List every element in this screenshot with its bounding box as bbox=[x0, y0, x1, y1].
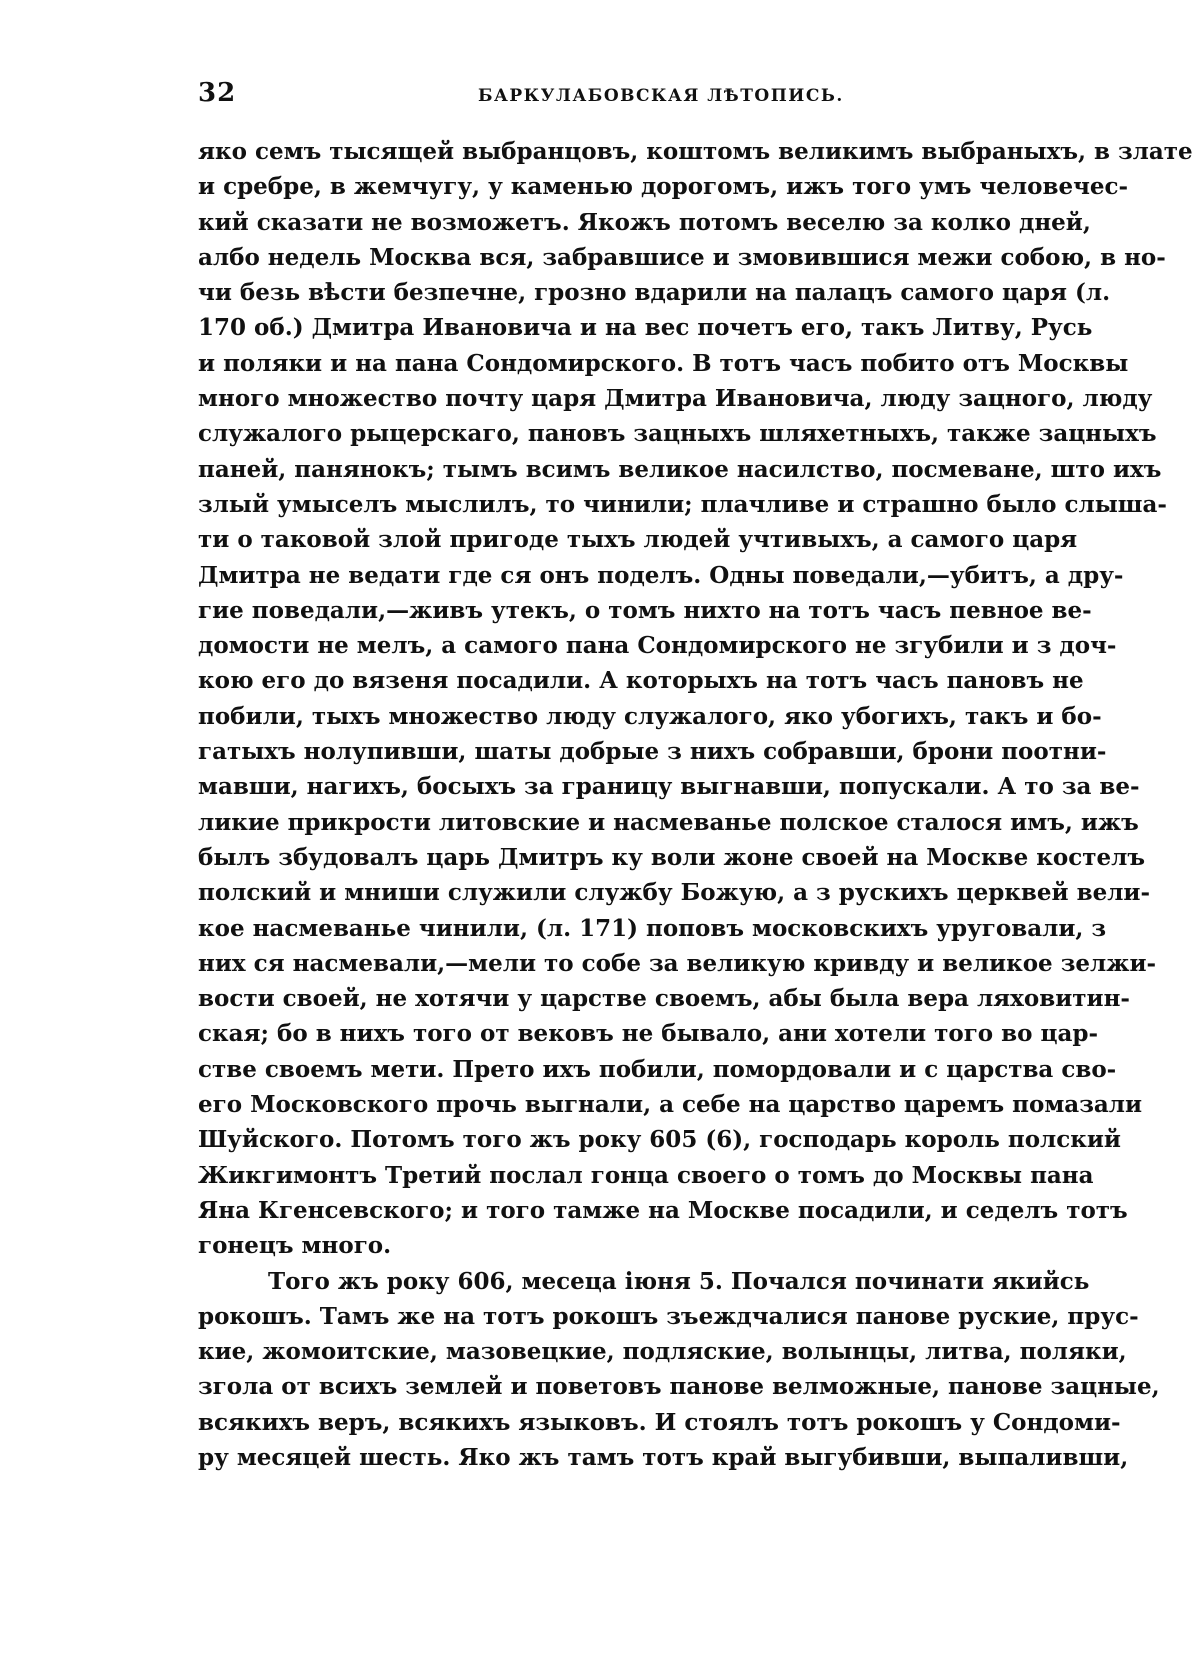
text-line: ти о таковой злой пригоде тыхъ людей учтивыхъ, а самого царя bbox=[198, 526, 1078, 554]
text-line: гие поведали,—живъ утекъ, о томъ нихто на тотъ часъ певное ве- bbox=[198, 596, 1092, 624]
text-line: кое насмеванье чинили, (л. 171) поповъ московскихъ уруговали, з bbox=[198, 914, 1107, 942]
text-line: ская; бо в нихъ того от вековъ не бывало, ани хотели того во цар- bbox=[198, 1020, 1099, 1048]
text-line: служалого рыцерскаго, пановъ зацныхъ шляхетныхъ, также зацныхъ bbox=[198, 420, 1157, 448]
text-line: паней, панянокъ; тымъ всимъ великое насилство, посмеване, што ихъ bbox=[198, 455, 1162, 483]
text-line: Дмитра не ведати где ся онъ поделъ. Одны поведали,—убитъ, а дру- bbox=[198, 561, 1124, 589]
running-title: БАРКУЛАБОВСКАЯ ЛѢТОПИСЬ. bbox=[478, 86, 844, 106]
text-line: былъ збудовалъ царь Дмитръ ку воли жоне своей на Москве костелъ bbox=[198, 843, 1145, 871]
text-line: згола от всихъ землей и поветовъ панове велможные, панове зацные, bbox=[198, 1373, 1160, 1401]
text-line: 170 об.) Дмитра Ивановича и на вес почетъ его, такъ Литву, Русь bbox=[198, 314, 1093, 342]
text-line: вости своей, не хотячи у царстве своемъ, абы была вера ляховитин- bbox=[198, 985, 1130, 1013]
text-line: побили, тыхъ множество люду служалого, яко убогихъ, такъ и бо- bbox=[198, 702, 1102, 730]
text-line: кою его до вязеня посадили. А которыхъ на тотъ часъ пановъ не bbox=[198, 667, 1084, 695]
body-text bbox=[198, 134, 1193, 1475]
text-line: его Московского прочь выгнали, а себе на царство царемъ помазали bbox=[198, 1091, 1143, 1119]
text-line: ликие прикрости литовские и насмеванье полское сталося имъ, ижъ bbox=[198, 808, 1139, 836]
text-line: стве своемъ мети. Прето ихъ побили, помордовали и с царства сво- bbox=[198, 1055, 1117, 1083]
text-line: Яна Кгенсевского; и того тамже на Москве посадили, и седелъ тотъ bbox=[198, 1196, 1128, 1224]
text-line: злый умыселъ мыслилъ, то чинили; плачливе и страшно было слыша- bbox=[198, 490, 1167, 518]
text-line: полский и мниши служили службу Божую, а з рускихъ церквей вели- bbox=[198, 879, 1151, 907]
text-line: и сребре, в жемчугу, у каменью дорогомъ, ижъ того умъ человечес- bbox=[198, 173, 1129, 201]
text-line: кий сказати не возможетъ. Якожъ потомъ веселю за колко дней, bbox=[198, 208, 1091, 236]
text-line: яко семъ тысящей выбранцовъ, коштомъ великимъ выбраныхъ, в злате bbox=[198, 138, 1193, 165]
text-line: чи безь вѣсти безпечне, грозно вдарили на палацъ самого царя (л. bbox=[198, 279, 1111, 307]
text-line: мавши, нагихъ, босыхъ за границу выгнавши, попускали. А то за ве- bbox=[198, 773, 1140, 801]
page-number: 32 bbox=[198, 78, 237, 108]
text-line: всякихъ веръ, всякихъ языковъ. И стоялъ тотъ рокошъ у Сондоми- bbox=[198, 1408, 1121, 1436]
text-line-paragraph-start: Того жъ року 606, месеца іюня 5. Почался починати якийсь bbox=[268, 1267, 1090, 1295]
text-line: кие, жомоитские, мазовецкие, подляские, волынцы, литва, поляки, bbox=[198, 1338, 1127, 1366]
text-line-paragraph-end: гонецъ много. bbox=[198, 1232, 392, 1260]
text-line: и поляки и на пана Сондомирского. В тотъ часъ побито отъ Москвы bbox=[198, 349, 1129, 377]
text-line: гатыхъ нолупивши, шаты добрые з нихъ собравши, брони поотни- bbox=[198, 738, 1107, 766]
text-line: Шуйского. Потомъ того жъ року 605 (6), господарь король полский bbox=[198, 1126, 1121, 1154]
text-line: албо недель Москва вся, забравшисе и змовившися межи собою, в но- bbox=[198, 243, 1166, 271]
text-line: домости не мелъ, а самого пана Сондомирского не згубили и з доч- bbox=[198, 632, 1117, 660]
text-line: ру месяцей шесть. Яко жъ тамъ тотъ край выгубивши, выпаливши, bbox=[198, 1443, 1129, 1471]
text-line: рокошъ. Тамъ же на тотъ рокошъ зъеждчалися панове руские, прус- bbox=[198, 1302, 1139, 1330]
text-line: них ся насмевали,—мели то собе за великую кривду и великое зелжи- bbox=[198, 949, 1157, 977]
page-header bbox=[198, 78, 1060, 118]
text-line: много множество почту царя Дмитра Ивановича, люду зацного, люду bbox=[198, 385, 1153, 413]
text-line: Жикгимонтъ Третий послал гонца своего о томъ до Москвы пана bbox=[198, 1161, 1094, 1189]
